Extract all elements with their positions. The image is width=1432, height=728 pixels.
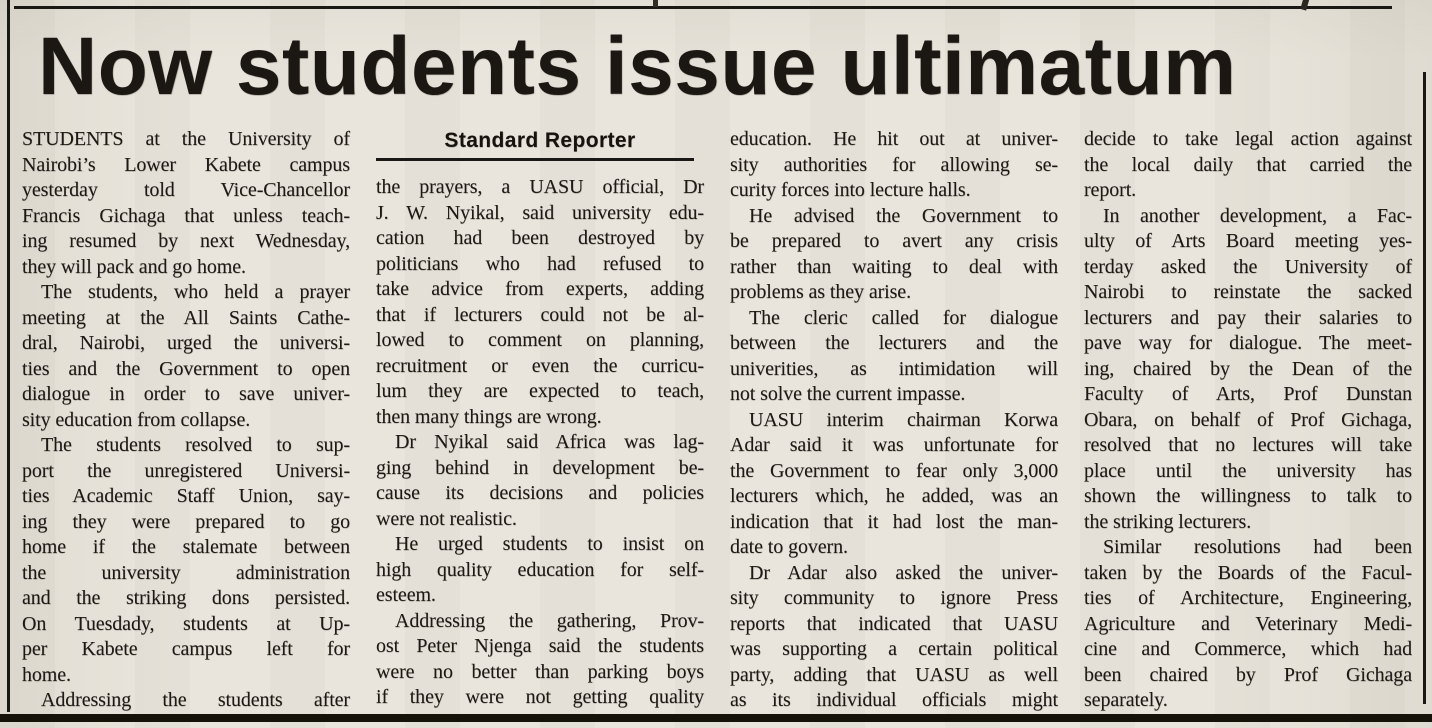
article-line: cation had been destroyed by bbox=[376, 227, 704, 249]
paragraph bbox=[22, 688, 350, 714]
article-line: sity authorities for allowing se- bbox=[730, 153, 1058, 176]
article-line: be prepared to avert any crisis bbox=[730, 230, 1058, 252]
right-border-rule bbox=[1423, 72, 1426, 704]
article-line: Similar resolutions had been bbox=[1103, 536, 1412, 558]
article-line: the prayers, a UASU official, Dr bbox=[376, 176, 704, 198]
article-line: The cleric called for dialogue bbox=[749, 306, 1058, 329]
article-line: recruitment or even the curricu- bbox=[376, 354, 704, 377]
article-line: Addressing the students after bbox=[41, 689, 350, 711]
article-line: cine and Commerce, which had bbox=[1084, 638, 1412, 660]
article-line: ulty of Arts Board meeting yes- bbox=[1084, 230, 1412, 252]
article-line: were no better than parking boys bbox=[376, 660, 704, 683]
paragraph bbox=[730, 204, 1058, 306]
paragraph bbox=[376, 175, 704, 430]
byline bbox=[376, 127, 704, 175]
article-line: reports that indicated that UASU bbox=[730, 612, 1058, 635]
bottom-border-rule bbox=[0, 714, 1432, 722]
article-line: decide to take legal action against bbox=[1084, 128, 1412, 150]
article-line: He advised the Government to bbox=[749, 204, 1058, 227]
article-line: yesterday told Vice-Chancellor bbox=[22, 179, 350, 201]
article-line: taken by the Boards of the Facul- bbox=[1084, 561, 1412, 584]
article-line: resolved that no lectures will take bbox=[1084, 434, 1412, 456]
paragraph bbox=[730, 306, 1058, 408]
article-body bbox=[22, 127, 1412, 714]
article-line: ost Peter Njenga said the students bbox=[376, 635, 704, 657]
paragraph bbox=[730, 127, 1058, 204]
article-line: UASU interim chairman Korwa bbox=[749, 408, 1058, 431]
paragraph bbox=[22, 280, 350, 433]
article-line: lum they are expected to teach, bbox=[376, 380, 704, 402]
article-line: univerities, as intimidation will bbox=[730, 357, 1058, 380]
article-line: Adar said it was unfortunate for bbox=[730, 434, 1058, 456]
article-line: not solve the current impasse. bbox=[730, 383, 966, 405]
article-line: Francis Gichaga that unless teach- bbox=[22, 204, 350, 227]
article-line: problems as they arise. bbox=[730, 281, 911, 303]
article-line: esteem. bbox=[376, 584, 436, 606]
article-line: if they were not getting quality bbox=[376, 686, 704, 708]
article-line: Faculty of Arts, Prof Dunstan bbox=[1084, 383, 1412, 405]
article-line: ties of Architecture, Engineering, bbox=[1084, 587, 1412, 609]
article-line: He urged students to insist on bbox=[395, 533, 704, 555]
article-line: and the striking dons persisted. bbox=[22, 587, 350, 609]
article-line: rather than waiting to deal with bbox=[730, 255, 1058, 278]
article-line: high quality education for self- bbox=[376, 558, 704, 581]
article-line: education. He hit out at univer- bbox=[730, 128, 1058, 150]
paragraph bbox=[730, 561, 1058, 714]
article-line: Nairobi’s Lower Kabete campus bbox=[22, 153, 350, 176]
top-rule bbox=[14, 6, 1392, 9]
article-line: ties Academic Staff Union, say- bbox=[22, 485, 350, 507]
article-line: the Government to fear only 3,000 bbox=[730, 459, 1058, 482]
paragraph bbox=[376, 609, 704, 711]
article-line: lecturers which, he added, was an bbox=[730, 485, 1058, 507]
article-line: then many things are wrong. bbox=[376, 405, 602, 428]
article-line: ging behind in development be- bbox=[376, 456, 704, 479]
article-line: Nairobi to reinstate the sacked bbox=[1084, 281, 1412, 303]
byline-text: Standard Reporter bbox=[444, 129, 636, 152]
article-line: the striking lecturers. bbox=[1084, 510, 1252, 533]
scan-artifact bbox=[653, 0, 658, 7]
article-line: been chaired by Prof Gichaga bbox=[1084, 663, 1412, 686]
article-line: sity community to ignore Press bbox=[730, 587, 1058, 609]
article-line: Dr Nyikal said Africa was lag- bbox=[395, 431, 704, 453]
paragraph bbox=[1084, 535, 1412, 714]
article-line: pave way for dialogue. The meet- bbox=[1084, 332, 1412, 354]
paragraph bbox=[22, 127, 350, 280]
article-column-4 bbox=[1084, 127, 1412, 714]
article-line: shown the willingness to talk to bbox=[1084, 485, 1412, 507]
headline: Now students issue ultimatum bbox=[38, 21, 1237, 112]
article-column-2 bbox=[376, 127, 704, 714]
article-line: place until the university has bbox=[1084, 459, 1412, 482]
article-line: On Tuesdady, students at Up- bbox=[22, 612, 350, 635]
article-line: In another development, a Fac- bbox=[1103, 204, 1412, 227]
article-line: as its individual officials might bbox=[730, 689, 1058, 711]
article-column-1 bbox=[22, 127, 350, 714]
article-line: take advice from experts, adding bbox=[376, 278, 704, 300]
article-line: separately. bbox=[1084, 689, 1168, 711]
article-line: dialogue in order to save univer- bbox=[22, 383, 350, 405]
article-line: ing they were prepared to go bbox=[22, 510, 350, 533]
article-column-3 bbox=[730, 127, 1058, 714]
article-line: ties and the Government to open bbox=[22, 357, 350, 380]
paragraph bbox=[1084, 127, 1412, 204]
article-line: that if lecturers could not be al- bbox=[376, 303, 704, 326]
article-line: STUDENTS at the University of bbox=[22, 128, 350, 150]
article-line: Dr Adar also asked the univer- bbox=[749, 561, 1058, 584]
article-line: date to govern. bbox=[730, 536, 848, 558]
byline-rule bbox=[376, 158, 694, 161]
article-line: terday asked the University of bbox=[1084, 255, 1412, 278]
article-line: cause its decisions and policies bbox=[376, 482, 704, 504]
article-line: indication that it had lost the man- bbox=[730, 510, 1058, 533]
article-line: was supporting a certain political bbox=[730, 638, 1058, 660]
article-line: sity education from collapse. bbox=[22, 408, 251, 431]
article-line: report. bbox=[1084, 179, 1137, 201]
article-line: ing resumed by next Wednesday, bbox=[22, 230, 350, 252]
article-line: party, adding that UASU as well bbox=[730, 663, 1058, 686]
article-line: home. bbox=[22, 663, 71, 686]
article-line: the university administration bbox=[22, 561, 350, 584]
article-line: Addressing the gathering, Prov- bbox=[395, 609, 704, 632]
article-line: dral, Nairobi, urged the universi- bbox=[22, 332, 350, 354]
article-line: lowed to comment on planning, bbox=[376, 329, 704, 351]
article-line: The students, who held a prayer bbox=[41, 281, 350, 303]
paragraph bbox=[730, 408, 1058, 561]
article-line: between the lecturers and the bbox=[730, 332, 1058, 354]
article-line: The students resolved to sup- bbox=[41, 434, 350, 456]
paragraph bbox=[376, 430, 704, 532]
paragraph bbox=[1084, 204, 1412, 536]
article-line: Agriculture and Veterinary Medi- bbox=[1084, 612, 1412, 635]
paragraph bbox=[376, 532, 704, 609]
article-line: politicians who had refused to bbox=[376, 252, 704, 275]
article-line: they will pack and go home. bbox=[22, 255, 246, 278]
article-line: the local daily that carried the bbox=[1084, 153, 1412, 176]
article-line: port the unregistered Universi- bbox=[22, 459, 350, 482]
paragraph bbox=[22, 433, 350, 688]
article-line: J. W. Nyikal, said university edu- bbox=[376, 201, 704, 224]
article-line: meeting at the All Saints Cathe- bbox=[22, 306, 350, 329]
article-line: were not realistic. bbox=[376, 507, 517, 530]
article-line: home if the stalemate between bbox=[22, 536, 350, 558]
article-line: per Kabete campus left for bbox=[22, 638, 350, 660]
article-line: ing, chaired by the Dean of the bbox=[1084, 357, 1412, 380]
article-line: Obara, on behalf of Prof Gichaga, bbox=[1084, 408, 1412, 431]
article-line: curity forces into lecture halls. bbox=[730, 179, 971, 201]
article-line: lecturers and pay their salaries to bbox=[1084, 306, 1412, 329]
left-border-rule bbox=[7, 0, 10, 712]
